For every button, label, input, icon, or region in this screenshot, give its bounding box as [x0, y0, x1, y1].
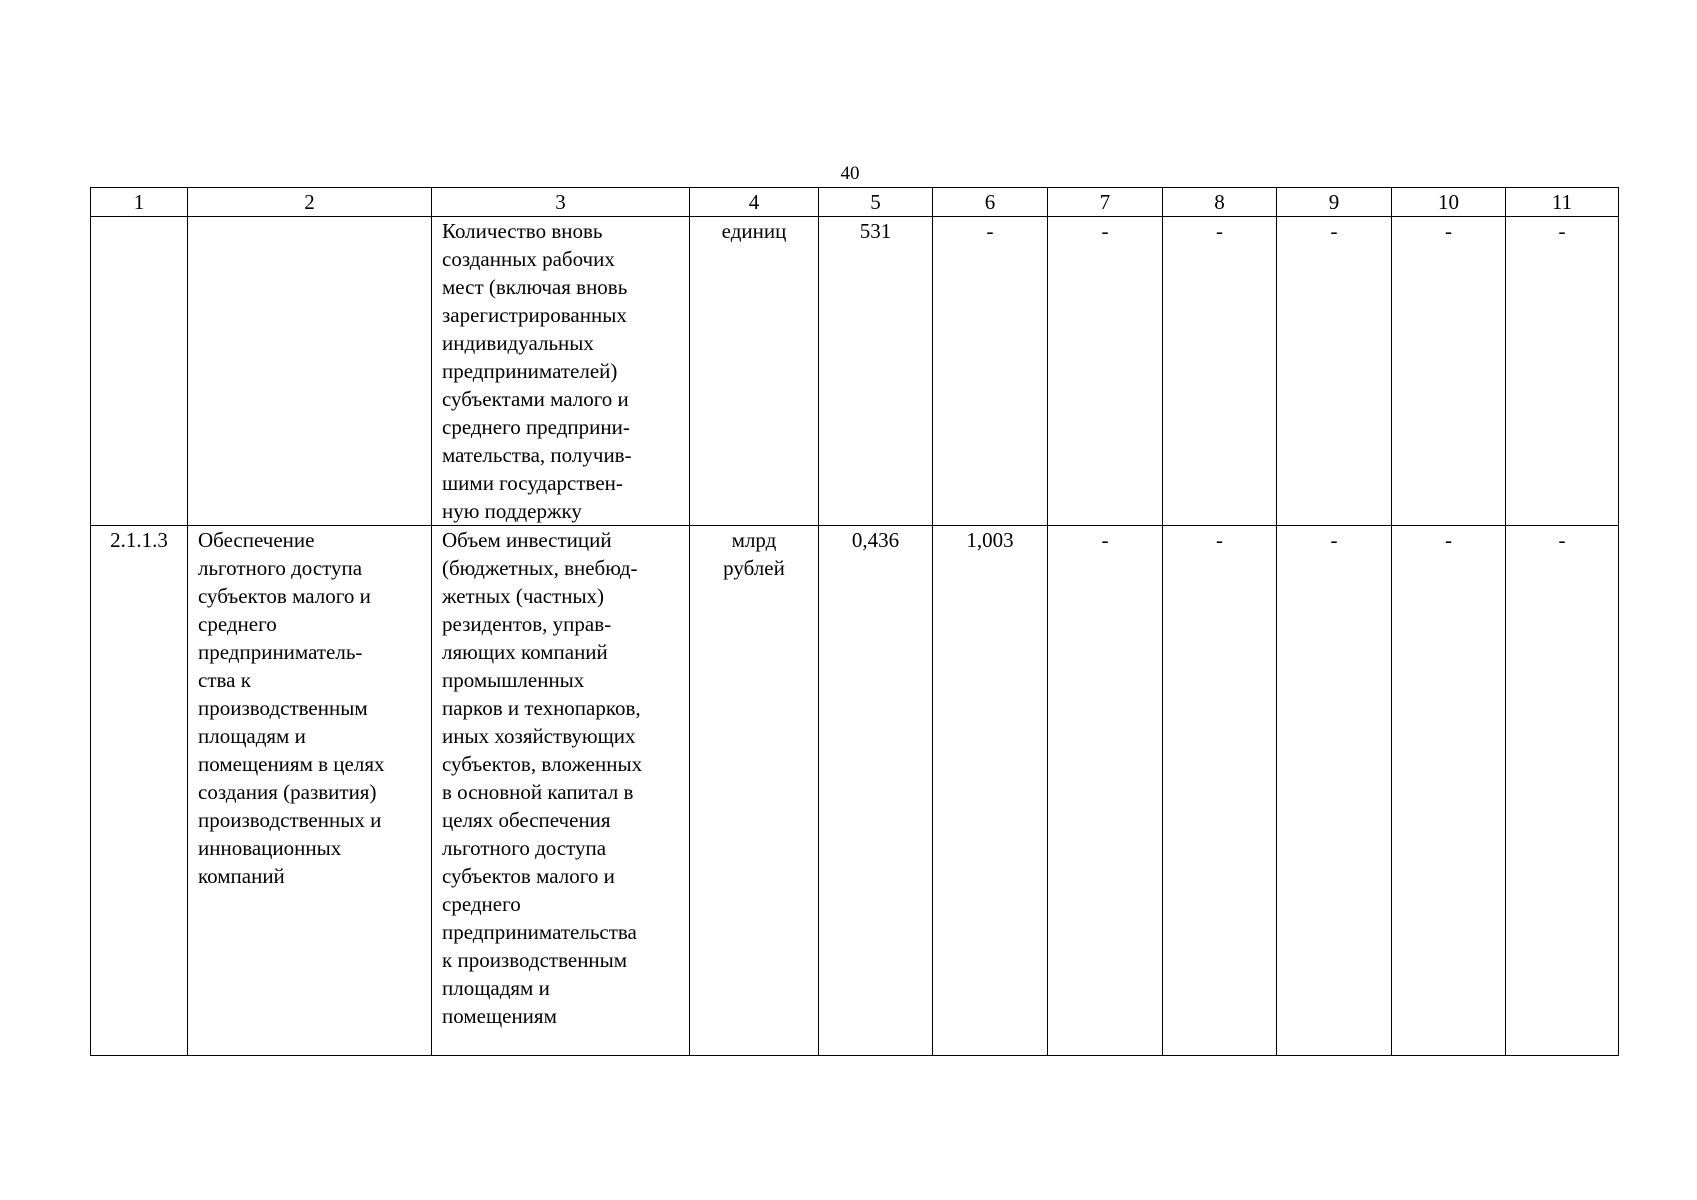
- header-cell-11: 11: [1506, 188, 1619, 217]
- header-cell-3: 3: [432, 188, 690, 217]
- header-cell-2: 2: [188, 188, 432, 217]
- cell-measure: Обеспечение льготного доступа субъектов малого и среднего предприниматель- ства к производственным площадям и помещениям в целях создания (развития) производственных и инновационных компаний: [188, 526, 432, 1056]
- header-cell-10: 10: [1392, 188, 1506, 217]
- header-cell-1: 1: [91, 188, 188, 217]
- cell-value-6: -: [933, 217, 1048, 526]
- cell-value-7: -: [1048, 526, 1163, 1056]
- cell-value-11: -: [1506, 217, 1619, 526]
- cell-unit: млрд рублей: [690, 526, 819, 1056]
- cell-value-7: -: [1048, 217, 1163, 526]
- page-number: 40: [840, 163, 860, 184]
- cell-value-9: -: [1277, 526, 1392, 1056]
- cell-value-6: 1,003: [933, 526, 1048, 1056]
- cell-number: 2.1.1.3: [91, 526, 188, 1056]
- data-table: [90, 187, 1619, 1056]
- cell-value-10: -: [1392, 217, 1506, 526]
- table-row: [91, 526, 1619, 1056]
- header-cell-7: 7: [1048, 188, 1163, 217]
- cell-value-5: 531: [819, 217, 933, 526]
- header-cell-6: 6: [933, 188, 1048, 217]
- cell-value-11: -: [1506, 526, 1619, 1056]
- cell-number: [91, 217, 188, 526]
- cell-value-9: -: [1277, 217, 1392, 526]
- cell-unit: единиц: [690, 217, 819, 526]
- cell-indicator: Объем инвестиций (бюджетных, внебюд- жетных (частных) резидентов, управ- ляющих компаний промышленных парков и технопарков, иных хозяйствующих субъектов, вложенных в основной капитал в целях обеспечения льготного доступа субъектов малого и среднего предпринимательства к производственным площадям и помещениям: [432, 526, 690, 1056]
- cell-value-5: 0,436: [819, 526, 933, 1056]
- header-cell-5: 5: [819, 188, 933, 217]
- header-cell-9: 9: [1277, 188, 1392, 217]
- cell-measure: [188, 217, 432, 526]
- table-row: [91, 217, 1619, 526]
- header-row: [91, 188, 1619, 217]
- cell-value-10: -: [1392, 526, 1506, 1056]
- cell-value-8: -: [1163, 526, 1277, 1056]
- header-cell-4: 4: [690, 188, 819, 217]
- cell-value-8: -: [1163, 217, 1277, 526]
- cell-indicator: Количество вновь созданных рабочих мест (включая вновь зарегистрированных индивидуальных предпринимателей) субъектами малого и среднего предприни- мательства, получив- шими государствен- ную поддержку: [432, 217, 690, 526]
- header-cell-8: 8: [1163, 188, 1277, 217]
